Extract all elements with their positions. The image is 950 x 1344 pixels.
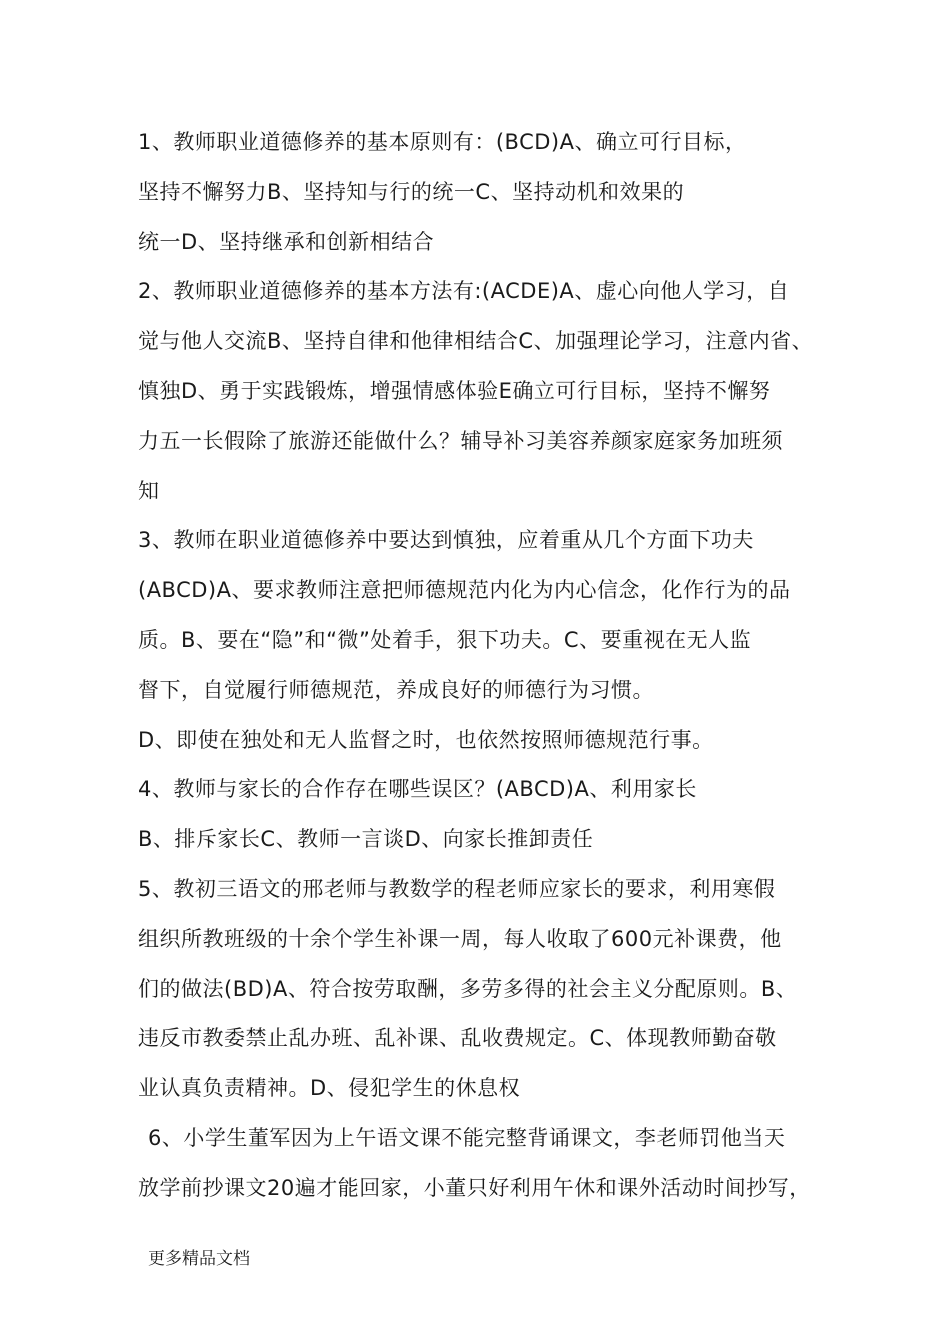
document-body [138, 118, 838, 1214]
text-line-15: B、排斥家长C、教师一言谈D、向家长推卸责任 [138, 827, 594, 852]
text-line-22: 放学前抄课文20遍才能回家，小董只好利用午休和课外活动时间抄写， [138, 1175, 811, 1200]
text-line-10: (ABCD)A、要求教师注意把师德规范内化为内心信念，化作行为的品 [138, 578, 791, 603]
text-line-20: 业认真负责精神。D、侵犯学生的休息权 [138, 1076, 521, 1101]
text-line-1: 1、教师职业道德修养的基本原则有：(BCD)A、确立可行目标， [138, 130, 747, 154]
text-line-13: D、即使在独处和无人监督之时，也依然按照师德规范行事。 [138, 727, 714, 752]
text-line-19: 违反市教委禁止乱办班、乱补课、乱收费规定。C、体现教师勤奋敬 [138, 1026, 777, 1051]
text-line-18: 们的做法(BD)A、符合按劳取酬，多劳多得的社会主义分配原则。B、 [138, 976, 798, 1001]
footer-note: 更多精品文档 [148, 1249, 250, 1269]
text-line-21: 6、小学生董军因为上午语文课不能完整背诵课文，李老师罚他当天 [148, 1125, 786, 1150]
text-line-17: 组织所教班级的十余个学生补课一周，每人收取了600元补课费，他 [138, 926, 782, 951]
text-line-2: 坚持不懈努力B、坚持知与行的统一C、坚持动机和效果的 [138, 179, 685, 204]
text-line-14: 4、教师与家长的合作存在哪些误区？(ABCD)A、利用家长 [138, 777, 697, 802]
text-line-6: 慎独D、勇于实践锻炼，增强情感体验E确立可行目标，坚持不懈努 [138, 378, 771, 403]
text-line-5: 觉与他人交流B、坚持自律和他律相结合C、加强理论学习，注意内省、 [138, 329, 814, 354]
text-line-16: 5、教初三语文的邢老师与教数学的程老师应家长的要求，利用寒假 [138, 876, 776, 901]
text-line-7: 力五一长假除了旅游还能做什么？辅导补习美容养颜家庭家务加班须 [138, 428, 783, 453]
text-line-9: 3、教师在职业道德修养中要达到慎独，应着重从几个方面下功夫 [138, 528, 754, 553]
text-line-8: 知 [138, 478, 160, 503]
text-line-11: 质。B、要在“隐”和“微”处着手，狠下功夫。C、要重视在无人监 [138, 627, 752, 652]
text-line-3: 统一D、坚持继承和创新相结合 [138, 229, 435, 254]
text-line-12: 督下，自觉履行师德规范，养成良好的师德行为习惯。 [138, 677, 654, 702]
text-line-4: 2、教师职业道德修养的基本方法有:(ACDE)A、虚心向他人学习，自 [138, 279, 790, 304]
